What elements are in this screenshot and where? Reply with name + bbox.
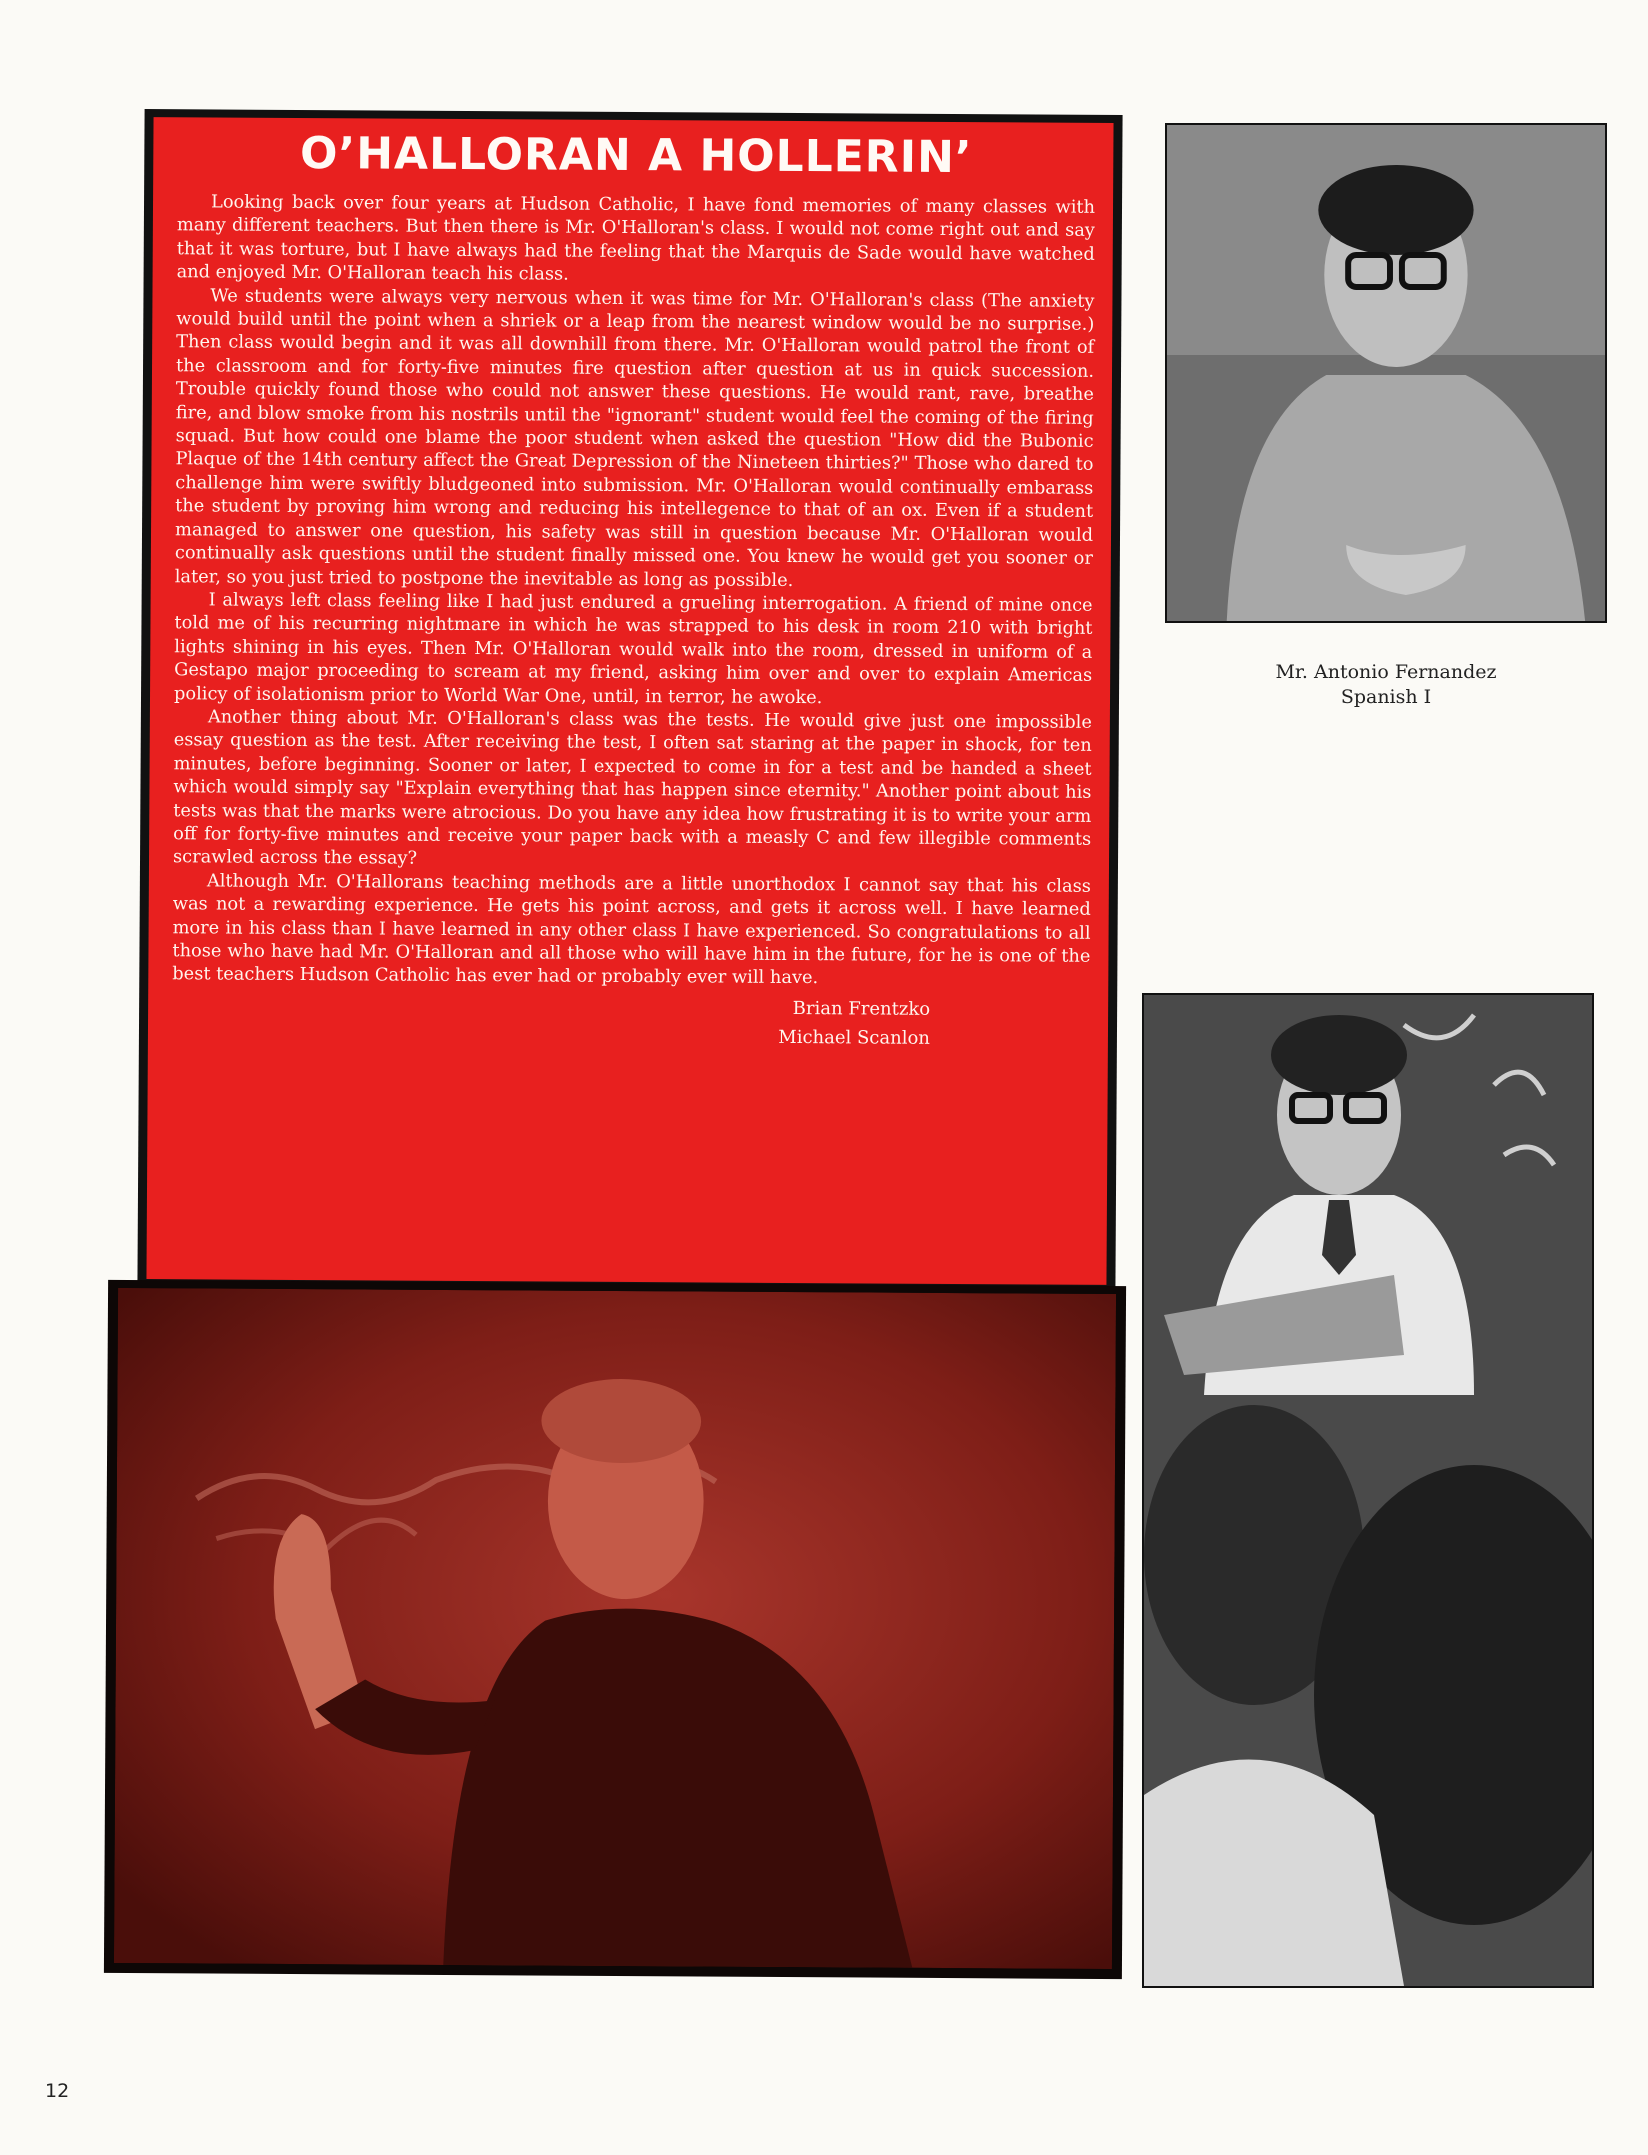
article-box (137, 109, 1122, 1293)
teacher-reading-photo (1142, 993, 1594, 1988)
article-red-panel (146, 117, 1113, 1285)
article-body (172, 190, 1095, 991)
caption-subject: Spanish I (1340, 686, 1432, 708)
antonio-fernandez-photo (1165, 123, 1607, 623)
teacher-at-chalkboard-photo (104, 1280, 1126, 1979)
photo-caption (1165, 660, 1607, 710)
article-paragraph: We students were always very nervous when it was time for Mr. O'Halloran's class (The anxiety would build until the point when a shriek or a leap from the nearest window would be no surprise.) Then class would begin and it was all downhill from there. Mr. O'Halloran would patrol the front of the classroom and for forty-five minutes fire question after question at us in quick succession. Trouble quickly found those who could not answer these questions. He would rant, rave, breathe fire, and blow smoke from his nostrils until the "ignorant" student would feel the coming of the firing squad. But how could one blame the poor student when asked the question "How did the Bubonic Plaque of the 14th century affect the Great Depression of the Nineteen thirties?" Those who dared to challenge him were swiftly bludgeoned into submission. Mr. O'Halloran would continually embarass the student by proving him wrong and reducing his intellegence to that of an ox. Even if a student managed to answer one question, his safety was still in question because Mr. O'Halloran would continually ask questions until the student finally missed one. You knew he would get you sooner or later, so you just tried to postpone the inevitable as long as possible. (174, 285, 1095, 591)
article-paragraph: Another thing about Mr. O'Halloran's class was the tests. He would give just one impossible essay question as the test. After receiving the test, I often sat staring at the paper in shock, for ten minutes, before beginning. Sooner or later, I expected to come in for a test and be handed a sheet which would simply say "Explain everything that has happen since eternity." Another point about his tests was that the marks were atrocious. Do you have any idea how frustrating it is to write your arm off for forty-five minutes and receive your paper back with a measly C and few illegible comments scrawled across the essay? (172, 706, 1092, 870)
article-headline: O’HALLORAN A HOLLERIN’ (299, 127, 973, 184)
article-paragraph: Although Mr. O'Hallorans teaching methods are a little unorthodox I cannot say that his class was not a rewarding experience. He gets his point across, and gets it across well. I have learned more in his class than I have learned in any other class I have experienced. So congratulations to all those who have had Mr. O'Halloran and all those who will have him in the future, for he is one of the best teachers Hudson Catholic has ever had or probably ever will have. (172, 870, 1091, 989)
author-name: Brian Frentzko (792, 997, 931, 1020)
author-name: Michael Scanlon (778, 1026, 931, 1049)
caption-name: Mr. Antonio Fernandez (1275, 661, 1497, 683)
page-number: 12 (45, 2080, 70, 2102)
article-paragraph: Looking back over four years at Hudson Catholic, I have fond memories of many classes with many different teachers. But then there is Mr. O'Halloran's class. I would not come right out and say that it was torture, but I have always had the feeling that the Marquis de Sade would have watched and enjoyed Mr. O'Halloran teach his class. (176, 191, 1096, 285)
article-paragraph: I always left class feeling like I had just endured a grueling interrogation. A friend of mine once told me of his recurring nightmare in which he was strapped to his desk in room 210 with bright lights shining in his eyes. Then Mr. O'Halloran would walk into the room, dressed in uniform of a Gestapo major proceeding to scream at my friend, asking him over and over to explain Americas policy of isolationism prior to World War One, until, in terror, he awoke. (173, 589, 1093, 708)
byline (172, 990, 930, 1053)
